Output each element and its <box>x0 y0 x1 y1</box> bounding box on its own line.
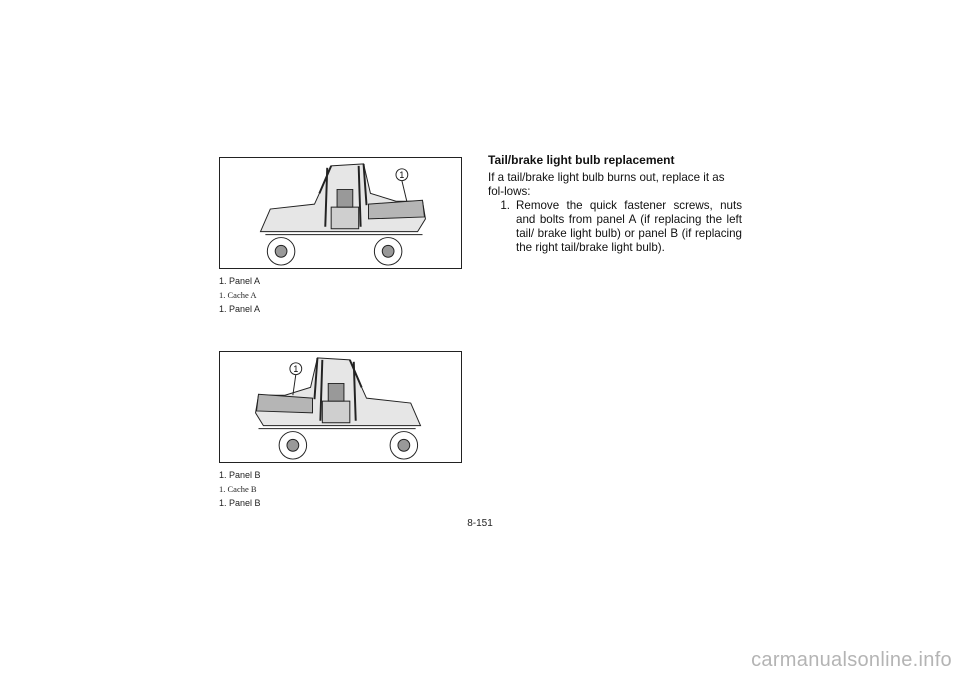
caption-line: 1. Panel B <box>219 470 261 480</box>
watermark-text: carmanualsonline.info <box>751 649 952 671</box>
intro-paragraph: If a tail/brake light bulb burns out, replace it as fol-lows: <box>488 171 725 198</box>
page-number: 8-151 <box>467 518 493 529</box>
section-heading: Tail/brake light bulb replacement <box>488 153 675 167</box>
utv-side-view-drawing <box>220 352 461 462</box>
caption-line: 1. Cache B <box>219 484 257 494</box>
caption-line: 1. Panel B <box>219 498 261 508</box>
caption-line: 1. Cache A <box>219 290 257 300</box>
vehicle-illustration-panel-b <box>219 351 462 463</box>
step-text: Remove the quick fastener screws, nuts and bolts from panel A (if replacing the left tail/ brake light bulb) or panel B (if replacing the right tail/brake light bulb). <box>516 199 742 254</box>
caption-line: 1. Panel A <box>219 304 261 314</box>
utv-side-view-drawing <box>220 158 461 268</box>
callout-number: 1 <box>293 364 299 375</box>
vehicle-illustration-panel-a <box>219 157 462 269</box>
instruction-section <box>488 153 742 255</box>
step-number: 1. <box>500 199 510 212</box>
step-item <box>488 199 742 255</box>
caption-line: 1. Panel A <box>219 276 261 286</box>
callout-number: 1 <box>399 170 405 181</box>
